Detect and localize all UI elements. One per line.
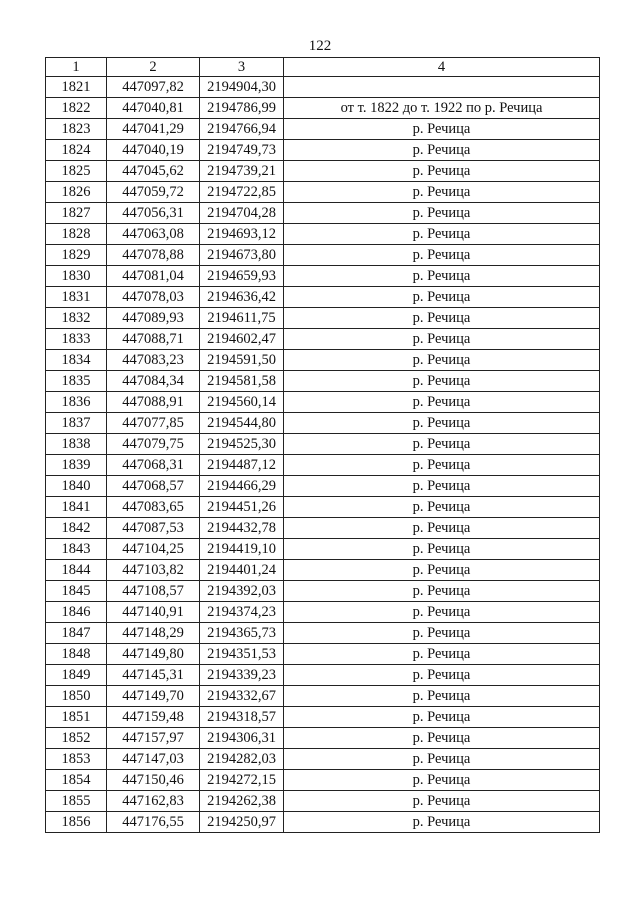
description-cell: р. Речица xyxy=(284,203,600,224)
y-coordinate-cell: 2194611,75 xyxy=(200,308,284,329)
table-row xyxy=(46,371,600,392)
y-coordinate-cell: 2194739,21 xyxy=(200,161,284,182)
table-row xyxy=(46,434,600,455)
point-number-cell: 1855 xyxy=(46,791,107,812)
table-row xyxy=(46,812,600,833)
point-number-cell: 1847 xyxy=(46,623,107,644)
y-coordinate-cell: 2194602,47 xyxy=(200,329,284,350)
y-coordinate-cell: 2194419,10 xyxy=(200,539,284,560)
table-row xyxy=(46,581,600,602)
point-number-cell: 1829 xyxy=(46,245,107,266)
page-number: 122 xyxy=(308,38,332,54)
x-coordinate-cell: 447148,29 xyxy=(107,623,200,644)
table-row xyxy=(46,392,600,413)
x-coordinate-cell: 447150,46 xyxy=(107,770,200,791)
table-row xyxy=(46,203,600,224)
point-number-cell: 1838 xyxy=(46,434,107,455)
y-coordinate-cell: 2194766,94 xyxy=(200,119,284,140)
point-number-cell: 1846 xyxy=(46,602,107,623)
table-row xyxy=(46,119,600,140)
y-coordinate-cell: 2194786,99 xyxy=(200,98,284,119)
table-row xyxy=(46,350,600,371)
table-row xyxy=(46,791,600,812)
y-coordinate-cell: 2194673,80 xyxy=(200,245,284,266)
x-coordinate-cell: 447157,97 xyxy=(107,728,200,749)
point-number-cell: 1850 xyxy=(46,686,107,707)
description-cell: р. Речица xyxy=(284,812,600,833)
description-cell: от т. 1822 до т. 1922 по р. Речица xyxy=(284,98,600,119)
y-coordinate-cell: 2194487,12 xyxy=(200,455,284,476)
y-coordinate-cell: 2194262,38 xyxy=(200,791,284,812)
description-cell: р. Речица xyxy=(284,581,600,602)
table-row xyxy=(46,602,600,623)
y-coordinate-cell: 2194401,24 xyxy=(200,560,284,581)
description-cell: р. Речица xyxy=(284,119,600,140)
table-row xyxy=(46,98,600,119)
point-number-cell: 1834 xyxy=(46,350,107,371)
description-cell: р. Речица xyxy=(284,224,600,245)
x-coordinate-cell: 447078,03 xyxy=(107,287,200,308)
x-coordinate-cell: 447068,57 xyxy=(107,476,200,497)
x-coordinate-cell: 447079,75 xyxy=(107,434,200,455)
point-number-cell: 1821 xyxy=(46,77,107,98)
x-coordinate-cell: 447040,81 xyxy=(107,98,200,119)
y-coordinate-cell: 2194432,78 xyxy=(200,518,284,539)
x-coordinate-cell: 447040,19 xyxy=(107,140,200,161)
point-number-cell: 1831 xyxy=(46,287,107,308)
table-row xyxy=(46,161,600,182)
description-cell: р. Речица xyxy=(284,161,600,182)
x-coordinate-cell: 447081,04 xyxy=(107,266,200,287)
table-row xyxy=(46,728,600,749)
table-row xyxy=(46,707,600,728)
y-coordinate-cell: 2194525,30 xyxy=(200,434,284,455)
header-row xyxy=(46,58,600,77)
table-header xyxy=(46,58,600,77)
y-coordinate-cell: 2194560,14 xyxy=(200,392,284,413)
y-coordinate-cell: 2194392,03 xyxy=(200,581,284,602)
description-cell: р. Речица xyxy=(284,455,600,476)
description-cell: р. Речица xyxy=(284,665,600,686)
description-cell xyxy=(284,77,600,98)
point-number-cell: 1848 xyxy=(46,644,107,665)
point-number-cell: 1841 xyxy=(46,497,107,518)
x-coordinate-cell: 447077,85 xyxy=(107,413,200,434)
x-coordinate-cell: 447084,34 xyxy=(107,371,200,392)
header-col-4: 4 xyxy=(284,58,600,77)
x-coordinate-cell: 447088,71 xyxy=(107,329,200,350)
table-row xyxy=(46,308,600,329)
description-cell: р. Речица xyxy=(284,182,600,203)
y-coordinate-cell: 2194659,93 xyxy=(200,266,284,287)
point-number-cell: 1835 xyxy=(46,371,107,392)
point-number-cell: 1824 xyxy=(46,140,107,161)
description-cell: р. Речица xyxy=(284,266,600,287)
x-coordinate-cell: 447059,72 xyxy=(107,182,200,203)
point-number-cell: 1833 xyxy=(46,329,107,350)
point-number-cell: 1839 xyxy=(46,455,107,476)
x-coordinate-cell: 447083,65 xyxy=(107,497,200,518)
description-cell: р. Речица xyxy=(284,329,600,350)
x-coordinate-cell: 447149,80 xyxy=(107,644,200,665)
table-row xyxy=(46,245,600,266)
description-cell: р. Речица xyxy=(284,140,600,161)
y-coordinate-cell: 2194581,58 xyxy=(200,371,284,392)
x-coordinate-cell: 447159,48 xyxy=(107,707,200,728)
point-number-cell: 1854 xyxy=(46,770,107,791)
description-cell: р. Речица xyxy=(284,728,600,749)
point-number-cell: 1844 xyxy=(46,560,107,581)
description-cell: р. Речица xyxy=(284,392,600,413)
x-coordinate-cell: 447087,53 xyxy=(107,518,200,539)
y-coordinate-cell: 2194374,23 xyxy=(200,602,284,623)
table-row xyxy=(46,182,600,203)
description-cell: р. Речица xyxy=(284,287,600,308)
table-row xyxy=(46,539,600,560)
header-col-2: 2 xyxy=(107,58,200,77)
description-cell: р. Речица xyxy=(284,791,600,812)
description-cell: р. Речица xyxy=(284,749,600,770)
coordinates-table xyxy=(45,57,600,833)
table-row xyxy=(46,77,600,98)
y-coordinate-cell: 2194451,26 xyxy=(200,497,284,518)
table-row xyxy=(46,749,600,770)
y-coordinate-cell: 2194693,12 xyxy=(200,224,284,245)
table-row xyxy=(46,266,600,287)
table-row xyxy=(46,287,600,308)
point-number-cell: 1827 xyxy=(46,203,107,224)
x-coordinate-cell: 447176,55 xyxy=(107,812,200,833)
x-coordinate-cell: 447056,31 xyxy=(107,203,200,224)
point-number-cell: 1832 xyxy=(46,308,107,329)
description-cell: р. Речица xyxy=(284,434,600,455)
table-body xyxy=(46,77,600,833)
description-cell: р. Речица xyxy=(284,350,600,371)
description-cell: р. Речица xyxy=(284,245,600,266)
x-coordinate-cell: 447089,93 xyxy=(107,308,200,329)
table-row xyxy=(46,770,600,791)
y-coordinate-cell: 2194282,03 xyxy=(200,749,284,770)
y-coordinate-cell: 2194544,80 xyxy=(200,413,284,434)
point-number-cell: 1837 xyxy=(46,413,107,434)
x-coordinate-cell: 447108,57 xyxy=(107,581,200,602)
table-row xyxy=(46,455,600,476)
table-row xyxy=(46,224,600,245)
description-cell: р. Речица xyxy=(284,413,600,434)
point-number-cell: 1826 xyxy=(46,182,107,203)
table-row xyxy=(46,329,600,350)
y-coordinate-cell: 2194250,97 xyxy=(200,812,284,833)
x-coordinate-cell: 447147,03 xyxy=(107,749,200,770)
description-cell: р. Речица xyxy=(284,770,600,791)
x-coordinate-cell: 447097,82 xyxy=(107,77,200,98)
y-coordinate-cell: 2194306,31 xyxy=(200,728,284,749)
table-row xyxy=(46,413,600,434)
description-cell: р. Речица xyxy=(284,707,600,728)
point-number-cell: 1822 xyxy=(46,98,107,119)
table-row xyxy=(46,623,600,644)
y-coordinate-cell: 2194722,85 xyxy=(200,182,284,203)
x-coordinate-cell: 447162,83 xyxy=(107,791,200,812)
x-coordinate-cell: 447041,29 xyxy=(107,119,200,140)
point-number-cell: 1851 xyxy=(46,707,107,728)
x-coordinate-cell: 447104,25 xyxy=(107,539,200,560)
description-cell: р. Речица xyxy=(284,560,600,581)
description-cell: р. Речица xyxy=(284,518,600,539)
point-number-cell: 1828 xyxy=(46,224,107,245)
table-row xyxy=(46,560,600,581)
x-coordinate-cell: 447103,82 xyxy=(107,560,200,581)
point-number-cell: 1836 xyxy=(46,392,107,413)
description-cell: р. Речица xyxy=(284,644,600,665)
y-coordinate-cell: 2194318,57 xyxy=(200,707,284,728)
y-coordinate-cell: 2194591,50 xyxy=(200,350,284,371)
point-number-cell: 1842 xyxy=(46,518,107,539)
x-coordinate-cell: 447083,23 xyxy=(107,350,200,371)
x-coordinate-cell: 447068,31 xyxy=(107,455,200,476)
point-number-cell: 1840 xyxy=(46,476,107,497)
x-coordinate-cell: 447140,91 xyxy=(107,602,200,623)
description-cell: р. Речица xyxy=(284,476,600,497)
y-coordinate-cell: 2194332,67 xyxy=(200,686,284,707)
point-number-cell: 1853 xyxy=(46,749,107,770)
description-cell: р. Речица xyxy=(284,539,600,560)
description-cell: р. Речица xyxy=(284,371,600,392)
y-coordinate-cell: 2194704,28 xyxy=(200,203,284,224)
y-coordinate-cell: 2194466,29 xyxy=(200,476,284,497)
table-row xyxy=(46,518,600,539)
description-cell: р. Речица xyxy=(284,602,600,623)
x-coordinate-cell: 447088,91 xyxy=(107,392,200,413)
y-coordinate-cell: 2194365,73 xyxy=(200,623,284,644)
header-col-1: 1 xyxy=(46,58,107,77)
x-coordinate-cell: 447045,62 xyxy=(107,161,200,182)
y-coordinate-cell: 2194272,15 xyxy=(200,770,284,791)
point-number-cell: 1849 xyxy=(46,665,107,686)
y-coordinate-cell: 2194904,30 xyxy=(200,77,284,98)
y-coordinate-cell: 2194351,53 xyxy=(200,644,284,665)
description-cell: р. Речица xyxy=(284,686,600,707)
point-number-cell: 1830 xyxy=(46,266,107,287)
description-cell: р. Речица xyxy=(284,497,600,518)
y-coordinate-cell: 2194749,73 xyxy=(200,140,284,161)
x-coordinate-cell: 447078,88 xyxy=(107,245,200,266)
header-col-3: 3 xyxy=(200,58,284,77)
point-number-cell: 1852 xyxy=(46,728,107,749)
table-row xyxy=(46,140,600,161)
x-coordinate-cell: 447149,70 xyxy=(107,686,200,707)
point-number-cell: 1823 xyxy=(46,119,107,140)
table-row xyxy=(46,665,600,686)
description-cell: р. Речица xyxy=(284,623,600,644)
description-cell: р. Речица xyxy=(284,308,600,329)
table-row xyxy=(46,686,600,707)
x-coordinate-cell: 447063,08 xyxy=(107,224,200,245)
point-number-cell: 1856 xyxy=(46,812,107,833)
point-number-cell: 1825 xyxy=(46,161,107,182)
table-row xyxy=(46,476,600,497)
x-coordinate-cell: 447145,31 xyxy=(107,665,200,686)
y-coordinate-cell: 2194339,23 xyxy=(200,665,284,686)
point-number-cell: 1845 xyxy=(46,581,107,602)
table-row xyxy=(46,644,600,665)
table-row xyxy=(46,497,600,518)
point-number-cell: 1843 xyxy=(46,539,107,560)
y-coordinate-cell: 2194636,42 xyxy=(200,287,284,308)
